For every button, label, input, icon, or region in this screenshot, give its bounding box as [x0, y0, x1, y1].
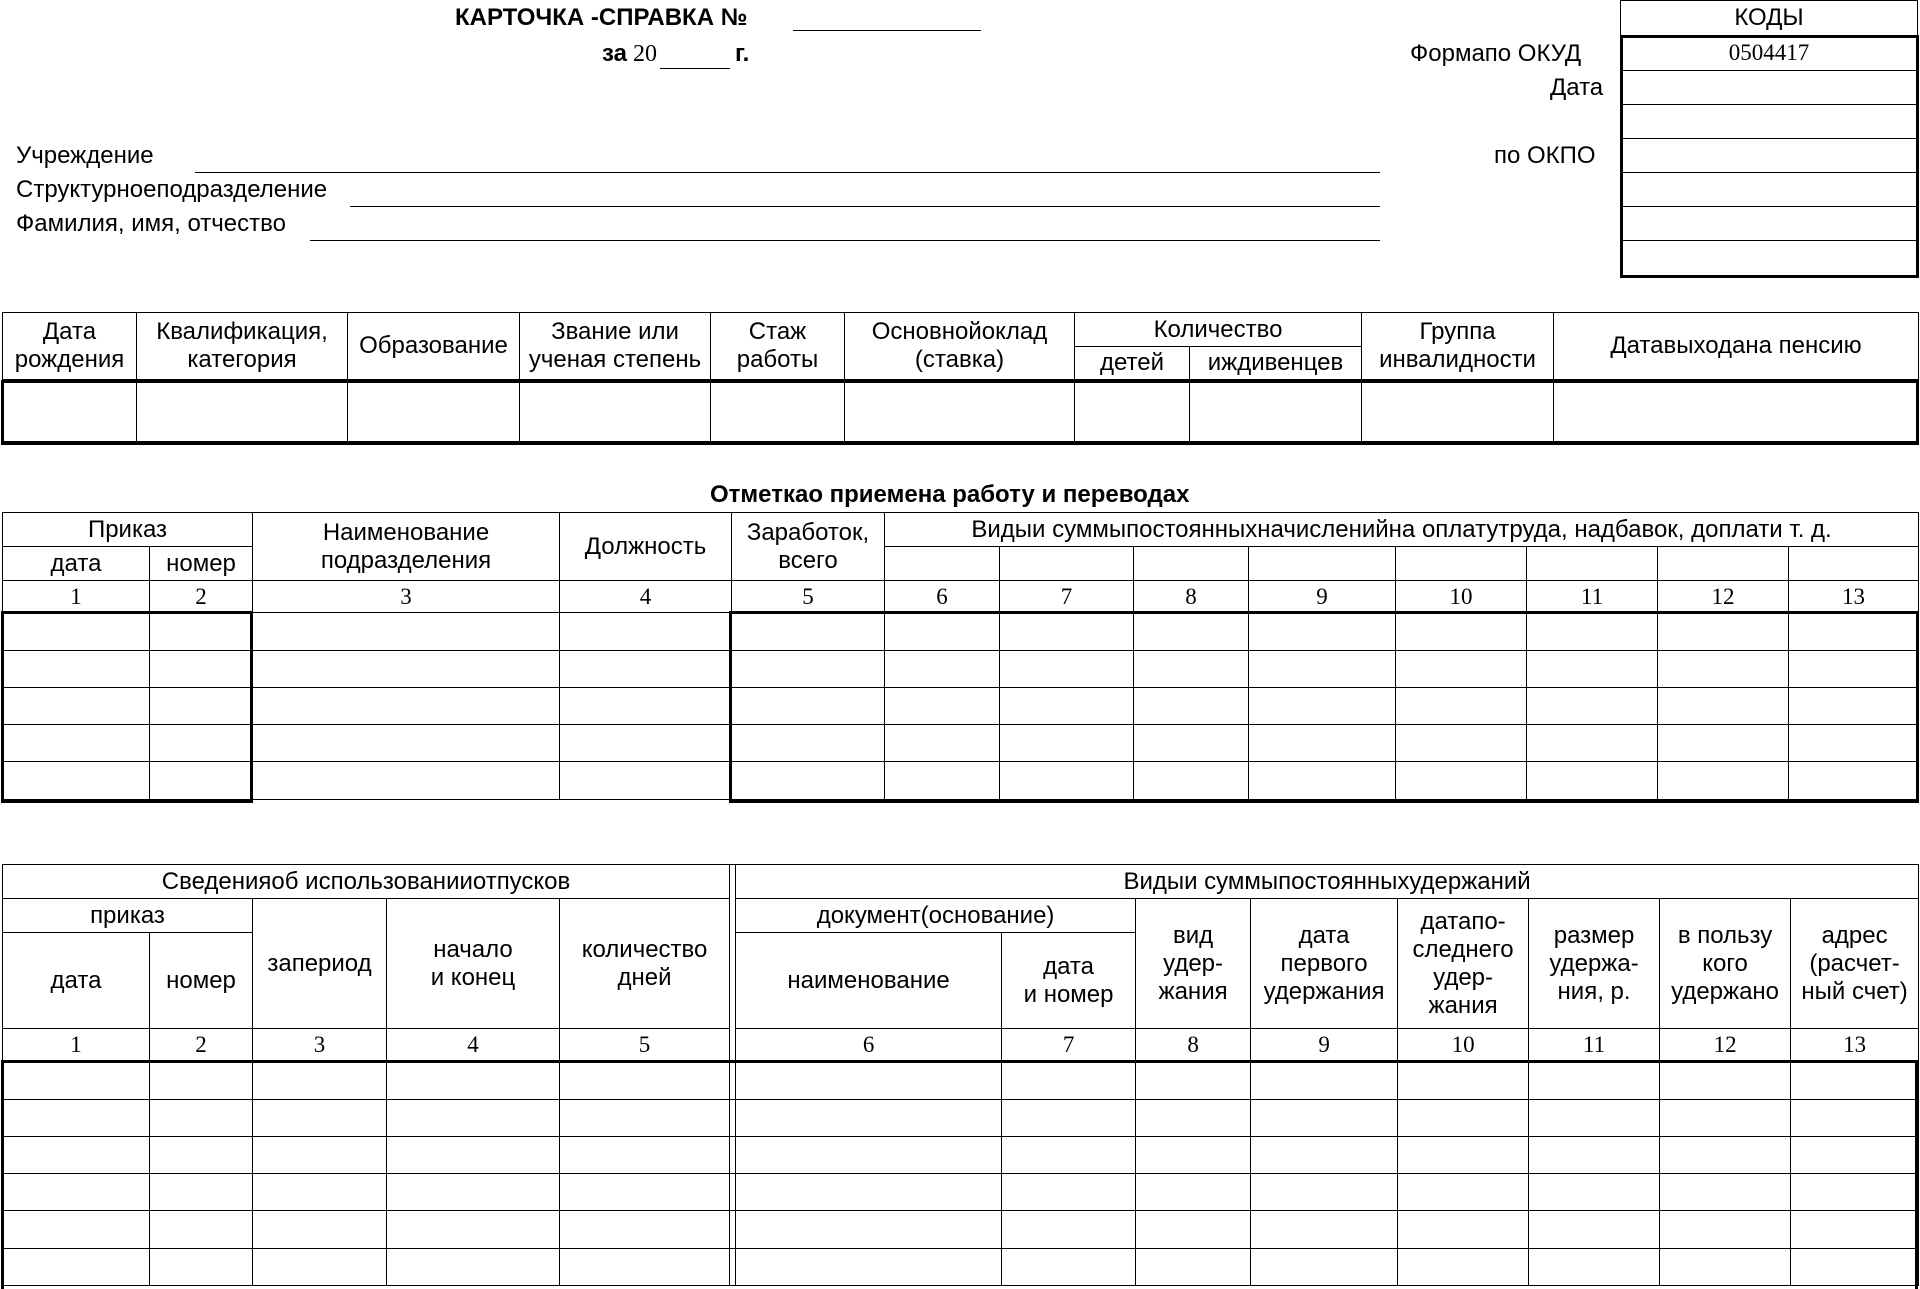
table-cell[interactable] [1002, 1062, 1136, 1100]
header-vacation-date: дата [3, 933, 150, 1029]
table-cell[interactable] [732, 725, 885, 762]
table-cell[interactable] [1000, 762, 1134, 800]
table-cell[interactable] [1251, 1174, 1398, 1211]
table-cell[interactable] [732, 651, 885, 688]
vacations-deductions-rows [2, 1061, 1919, 1286]
header-deduction-beneficiary: в пользу кого удержано [1660, 899, 1791, 1029]
header-children: детей [1075, 347, 1190, 380]
column-number: 4 [387, 1029, 560, 1061]
table-cell[interactable] [387, 1137, 560, 1174]
vacation-section-title: Сведенияоб использованииотпусков [3, 865, 730, 899]
table-cell[interactable] [150, 613, 253, 651]
table-cell[interactable] [1136, 1100, 1251, 1137]
table-cell[interactable] [253, 1062, 387, 1100]
table-cell[interactable] [885, 651, 1000, 688]
table-cell[interactable] [560, 1174, 730, 1211]
table-cell[interactable] [150, 1174, 253, 1211]
table-cell[interactable] [1396, 651, 1527, 688]
header-order: Приказ [3, 513, 253, 547]
header-order-number: номер [150, 547, 253, 581]
table-cell[interactable] [3, 651, 150, 688]
table-cell[interactable] [1658, 651, 1789, 688]
table-cell[interactable] [1527, 651, 1658, 688]
table-cell[interactable] [1249, 613, 1396, 651]
table-cell[interactable] [885, 725, 1000, 762]
table-cell[interactable] [1789, 688, 1919, 725]
table-cell[interactable] [1396, 688, 1527, 725]
header-degree: Звание или ученая степень [520, 313, 711, 380]
accrual-type-cell[interactable] [1789, 547, 1919, 581]
header-count-group: Количество [1075, 313, 1362, 347]
table-cell[interactable] [1002, 1174, 1136, 1211]
personal-info-table [2, 312, 1919, 442]
fullname-line[interactable] [310, 240, 1380, 241]
cell-dependents[interactable] [1190, 380, 1362, 442]
accrual-type-cell[interactable] [1000, 547, 1134, 581]
table-cell[interactable] [1791, 1211, 1919, 1249]
header-salary-total: Заработок, всего [732, 513, 885, 581]
column-number: 7 [1000, 581, 1134, 613]
table-cell[interactable] [253, 1137, 387, 1174]
table-cell[interactable] [1791, 1100, 1919, 1137]
table-cell[interactable] [253, 651, 560, 688]
table-cell[interactable] [150, 688, 253, 725]
table-cell[interactable] [3, 1211, 150, 1249]
table-cell[interactable] [1000, 613, 1134, 651]
table-cell[interactable] [1398, 1100, 1529, 1137]
column-number: 10 [1398, 1029, 1529, 1061]
table-cell[interactable] [3, 1249, 150, 1286]
column-number: 5 [732, 581, 885, 613]
table-cell[interactable] [1660, 1174, 1791, 1211]
blank-code-2[interactable] [1621, 173, 1918, 207]
table-cell[interactable] [1529, 1062, 1660, 1100]
table-cell[interactable] [885, 688, 1000, 725]
codes-table [1620, 0, 1918, 276]
column-number: 7 [1002, 1029, 1136, 1061]
column-number: 11 [1529, 1029, 1660, 1061]
table-cell[interactable] [1527, 688, 1658, 725]
table-cell[interactable] [1396, 762, 1527, 800]
header-deduction-address: адрес (расчет- ный счет) [1791, 899, 1919, 1029]
column-number: 4 [560, 581, 732, 613]
table-cell[interactable] [1396, 725, 1527, 762]
table-row [3, 1174, 1919, 1211]
column-number: 1 [3, 1029, 150, 1061]
table-cell[interactable] [1398, 1137, 1529, 1174]
table-cell[interactable] [560, 651, 732, 688]
column-number: 2 [150, 1029, 253, 1061]
header-vacation-period: запериод [253, 899, 387, 1029]
table-cell[interactable] [3, 688, 150, 725]
hiring-table [2, 512, 1919, 800]
table-cell[interactable] [1529, 1100, 1660, 1137]
form-title: КАРТОЧКА -СПРАВКА № [455, 4, 748, 31]
column-number: 13 [1791, 1029, 1919, 1061]
table-cell[interactable] [1789, 762, 1919, 800]
table-cell[interactable] [1136, 1249, 1251, 1286]
cell-children[interactable] [1075, 380, 1190, 442]
blank-code-3[interactable] [1621, 207, 1918, 241]
table-cell[interactable] [1251, 1100, 1398, 1137]
table-row [3, 1249, 1919, 1286]
table-cell[interactable] [1527, 613, 1658, 651]
table-row [3, 1137, 1919, 1174]
table-row [3, 1211, 1919, 1249]
table-cell[interactable] [1791, 1174, 1919, 1211]
institution-label: Учреждение [16, 142, 154, 169]
header-birth-date: Дата рождения [3, 313, 137, 380]
accrual-type-cell[interactable] [1134, 547, 1249, 581]
table-cell[interactable] [1136, 1174, 1251, 1211]
table-cell[interactable] [1529, 1211, 1660, 1249]
table-cell[interactable] [3, 1100, 150, 1137]
accrual-type-cell[interactable] [1249, 547, 1396, 581]
table-cell[interactable] [560, 1062, 730, 1100]
accrual-type-cell[interactable] [1658, 547, 1789, 581]
table-cell[interactable] [1398, 1249, 1529, 1286]
table-cell[interactable] [1000, 725, 1134, 762]
table-cell[interactable] [560, 1249, 730, 1286]
table-cell[interactable] [1249, 725, 1396, 762]
column-number: 6 [736, 1029, 1002, 1061]
table-cell[interactable] [1002, 1137, 1136, 1174]
year-suffix: г. [735, 40, 750, 67]
date-code[interactable] [1621, 71, 1918, 105]
table-cell[interactable] [1658, 725, 1789, 762]
table-cell[interactable] [1000, 688, 1134, 725]
table-cell[interactable] [1529, 1137, 1660, 1174]
header-first-deduction-date: дата первого удержания [1251, 899, 1398, 1029]
column-number: 8 [1136, 1029, 1251, 1061]
institution-line[interactable] [195, 172, 1380, 173]
okud-code[interactable]: 0504417 [1621, 36, 1918, 71]
table-cell[interactable] [560, 1100, 730, 1137]
column-number: 9 [1249, 581, 1396, 613]
table-cell[interactable] [1249, 688, 1396, 725]
table-cell[interactable] [1529, 1174, 1660, 1211]
table-cell[interactable] [1134, 651, 1249, 688]
header-position: Должность [560, 513, 732, 581]
table-cell[interactable] [150, 1249, 253, 1286]
column-number: 12 [1658, 581, 1789, 613]
table-cell[interactable] [1658, 688, 1789, 725]
table-cell[interactable] [736, 1211, 1002, 1249]
year-prefix: за [602, 40, 627, 67]
table-cell[interactable] [1791, 1249, 1919, 1286]
column-number: 12 [1660, 1029, 1791, 1061]
vacations-deductions-table [2, 864, 1919, 1062]
table-cell[interactable] [253, 725, 560, 762]
fullname-label: Фамилия, имя, отчество [16, 210, 286, 237]
column-number: 1 [3, 581, 150, 613]
table-cell[interactable] [1529, 1249, 1660, 1286]
table-row [3, 651, 1919, 688]
column-number: 8 [1134, 581, 1249, 613]
table-cell[interactable] [1002, 1211, 1136, 1249]
header-education: Образование [348, 313, 520, 380]
table-cell[interactable] [1527, 725, 1658, 762]
table-cell[interactable] [253, 1100, 387, 1137]
table-cell[interactable] [1398, 1174, 1529, 1211]
table-cell[interactable] [1134, 688, 1249, 725]
header-experience: Стаж работы [711, 313, 845, 380]
table-cell[interactable] [1660, 1100, 1791, 1137]
year-value: 20 [633, 41, 657, 67]
blank-code-4[interactable] [1621, 241, 1918, 276]
table-cell[interactable] [560, 762, 732, 800]
table-cell[interactable] [3, 1137, 150, 1174]
header-deduction-type: вид удер- жания [1136, 899, 1251, 1029]
table-cell[interactable] [1660, 1137, 1791, 1174]
table-row [3, 1062, 1919, 1100]
header-order-date: дата [3, 547, 150, 581]
header-vacation-order: приказ [3, 899, 253, 933]
card-number-line[interactable] [793, 30, 981, 31]
deductions-section-title: Видыи суммыпостоянныхудержаний [736, 865, 1919, 899]
table-cell[interactable] [3, 762, 150, 800]
header-deduction-document: документ(основание) [736, 899, 1136, 933]
table-cell[interactable] [1134, 725, 1249, 762]
table-cell[interactable] [736, 1249, 1002, 1286]
table-cell[interactable] [732, 688, 885, 725]
header-retirement-date: Датавыходана пенсию [1554, 313, 1919, 380]
table-cell[interactable] [1791, 1062, 1919, 1100]
header-document-name: наименование [736, 933, 1002, 1029]
table-cell[interactable] [1249, 651, 1396, 688]
column-number: 9 [1251, 1029, 1398, 1061]
table-cell[interactable] [387, 1100, 560, 1137]
header-salary-rate: Основнойоклад (ставка) [845, 313, 1075, 380]
table-cell[interactable] [253, 1249, 387, 1286]
column-number: 13 [1789, 581, 1919, 613]
cell-salary-rate[interactable] [845, 380, 1075, 442]
header-accruals: Видыи суммыпостоянныхначисленийна оплатутруда, надбавок, доплати т. д. [885, 513, 1919, 547]
table-cell[interactable] [1251, 1062, 1398, 1100]
table-cell[interactable] [736, 1137, 1002, 1174]
cell-retirement-date[interactable] [1554, 380, 1919, 442]
table-cell[interactable] [560, 688, 732, 725]
table-cell[interactable] [1396, 613, 1527, 651]
accrual-type-cell[interactable] [885, 547, 1000, 581]
table-cell[interactable] [1789, 613, 1919, 651]
column-number: 2 [150, 581, 253, 613]
table-cell[interactable] [3, 613, 150, 651]
table-cell[interactable] [150, 762, 253, 800]
column-number: 5 [560, 1029, 730, 1061]
column-number: 3 [253, 1029, 387, 1061]
okpo-label: по ОКПО [1494, 142, 1596, 169]
table-cell[interactable] [1136, 1062, 1251, 1100]
table-cell[interactable] [1002, 1249, 1136, 1286]
cell-education[interactable] [348, 380, 520, 442]
table-cell[interactable] [1251, 1249, 1398, 1286]
table-cell[interactable] [1136, 1211, 1251, 1249]
table-cell[interactable] [253, 688, 560, 725]
table-cell[interactable] [1789, 651, 1919, 688]
header-disability: Группа инвалидности [1362, 313, 1554, 380]
table-cell[interactable] [150, 1211, 253, 1249]
table-cell[interactable] [1660, 1211, 1791, 1249]
table-cell[interactable] [3, 1174, 150, 1211]
accrual-type-cell[interactable] [1396, 547, 1527, 581]
table-cell[interactable] [1249, 762, 1396, 800]
header-vacation-start-end: начало и конец [387, 899, 560, 1029]
table-cell[interactable] [1791, 1137, 1919, 1174]
cell-qualification[interactable] [137, 380, 348, 442]
table-cell[interactable] [150, 651, 253, 688]
table-cell[interactable] [150, 1100, 253, 1137]
table-row [3, 762, 1919, 800]
table-cell[interactable] [1658, 762, 1789, 800]
table-row [3, 688, 1919, 725]
table-cell[interactable] [150, 1137, 253, 1174]
table-cell[interactable] [1136, 1137, 1251, 1174]
table-cell[interactable] [1660, 1249, 1791, 1286]
cell-disability[interactable] [1362, 380, 1554, 442]
table-cell[interactable] [732, 762, 885, 800]
column-number: 3 [253, 581, 560, 613]
table-row [3, 1100, 1919, 1137]
table-cell[interactable] [387, 1211, 560, 1249]
table-cell[interactable] [253, 613, 560, 651]
table-cell[interactable] [253, 1174, 387, 1211]
okpo-code[interactable] [1621, 139, 1918, 173]
hiring-section-title: Отметкао приемена работу и переводах [710, 481, 1190, 508]
table-row [3, 613, 1919, 651]
department-line[interactable] [350, 206, 1380, 207]
header-deduction-amount: размер удержа- ния, р. [1529, 899, 1660, 1029]
table-cell[interactable] [732, 613, 885, 651]
column-number: 11 [1527, 581, 1658, 613]
table-cell[interactable] [1000, 651, 1134, 688]
cell-experience[interactable] [711, 380, 845, 442]
table-cell[interactable] [1398, 1211, 1529, 1249]
header-last-deduction-date: датапо- следнего удер- жания [1398, 899, 1529, 1029]
accrual-type-cell[interactable] [1527, 547, 1658, 581]
table-cell[interactable] [736, 1062, 1002, 1100]
table-cell[interactable] [1527, 762, 1658, 800]
table-cell[interactable] [1660, 1062, 1791, 1100]
okud-label: Формапо ОКУД [1410, 40, 1582, 67]
table-cell[interactable] [1789, 725, 1919, 762]
table-cell[interactable] [150, 1062, 253, 1100]
column-number: 6 [885, 581, 1000, 613]
table-cell[interactable] [560, 613, 732, 651]
table-cell[interactable] [387, 1249, 560, 1286]
table-cell[interactable] [560, 1211, 730, 1249]
table-cell[interactable] [560, 725, 732, 762]
cell-degree[interactable] [520, 380, 711, 442]
table-cell[interactable] [1134, 762, 1249, 800]
header-vacation-number: номер [150, 933, 253, 1029]
table-cell[interactable] [736, 1174, 1002, 1211]
department-label: Структурноеподразделение [16, 176, 328, 203]
header-qualification: Квалификация, категория [137, 313, 348, 380]
header-vacation-days: количество дней [560, 899, 730, 1029]
table-cell[interactable] [253, 762, 560, 800]
table-cell[interactable] [885, 613, 1000, 651]
header-dependents: иждивенцев [1190, 347, 1362, 380]
date-label: Дата [1550, 74, 1604, 101]
table-cell[interactable] [1658, 613, 1789, 651]
header-document-date-number: дата и номер [1002, 933, 1136, 1029]
table-cell[interactable] [387, 1062, 560, 1100]
table-cell[interactable] [3, 725, 150, 762]
table-row [3, 725, 1919, 762]
table-cell[interactable] [560, 1137, 730, 1174]
table-cell[interactable] [885, 762, 1000, 800]
table-cell[interactable] [1251, 1137, 1398, 1174]
blank-code-1[interactable] [1621, 105, 1918, 139]
table-cell[interactable] [387, 1174, 560, 1211]
table-cell[interactable] [150, 725, 253, 762]
table-cell[interactable] [1002, 1100, 1136, 1137]
year-line[interactable] [660, 68, 730, 69]
table-cell[interactable] [1134, 613, 1249, 651]
column-number: 10 [1396, 581, 1527, 613]
table-cell[interactable] [1251, 1211, 1398, 1249]
table-cell[interactable] [253, 1211, 387, 1249]
table-cell[interactable] [3, 1062, 150, 1100]
header-division: Наименование подразделения [253, 513, 560, 581]
cell-birth-date[interactable] [3, 380, 137, 442]
table-cell[interactable] [1398, 1062, 1529, 1100]
table-cell[interactable] [736, 1100, 1002, 1137]
codes-heading: КОДЫ [1621, 1, 1918, 36]
